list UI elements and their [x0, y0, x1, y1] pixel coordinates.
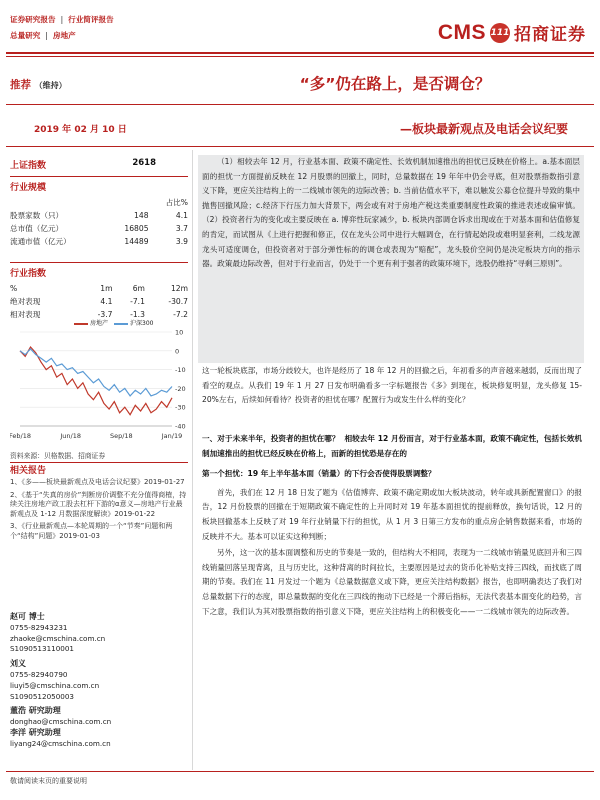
header-tag-type: 行业简评报告 — [68, 15, 114, 24]
y-tick-label: -30 — [175, 403, 186, 412]
analyst-email[interactable]: liuyi5@cmschina.com.cn — [10, 680, 100, 690]
analyst-phone: 0755-82940790 — [10, 669, 68, 679]
rating-note: （维持） — [34, 81, 67, 90]
related-list — [10, 478, 188, 545]
scale-value: 14489 — [124, 237, 149, 246]
intro-paragraph: 这一轮板块底部，市场分歧较大，也许是经历了 18 年 12 月的回撤之后，年初看多的声音越来越弱，反而出现了看空的观点。从我们 19 年 1 月 27 日发布明确看多一字标题报告《多》到现在，板块修复明显，龙头修复 15-20%左右，后续如何看待？投资者的担忧在哪？配置行为或发生什么样的变化？ — [202, 366, 582, 405]
performance-chart — [10, 318, 188, 446]
y-tick-label: -10 — [175, 366, 186, 375]
related-report-link[interactable]: 3、《行业最新观点—本轮周期的一个“节奏”问题和两个“结构”问题》2019-01-03 — [10, 522, 173, 540]
section-one — [202, 432, 582, 619]
subsection-heading: 第一个担忧：19 年上半年基本面（销量）的下行会否使得股票调整？ — [202, 469, 436, 479]
x-tick-label: Feb/18 — [10, 432, 31, 440]
industry-scale-table — [10, 196, 188, 248]
header-tag-research: 证券研究报告 — [10, 15, 56, 24]
analyst-name: 李洋 研究助理 — [10, 727, 61, 737]
y-tick-label: -20 — [175, 384, 186, 393]
index-row-label: 绝对表现 — [10, 297, 41, 306]
x-tick-label: Jan/19 — [161, 432, 183, 440]
company-logo — [438, 20, 586, 45]
index-cell: -7.2 — [173, 310, 188, 319]
analyst-block — [10, 612, 188, 750]
body-paragraph: 首先，我们在 12 月 18 日发了题为《估值博弈、政策不确定期或加大板块波动，转年或具新配置窗口》的报告，12 月份股票的回撤在于短期政策不确定性的上升同时对 19 年基本面担忧的提前释放，换句话说，12 月的板块回撤基本上反映了对 19 年行业销量下行的担忧，从 1 月 3 日第三方发布的重点房企销售数据来看，市场的反映并不大。基本可以证实这种判断； — [202, 487, 582, 541]
analyst-phone: 0755-82943231 — [10, 622, 68, 632]
index-summary — [10, 158, 188, 171]
analyst-email[interactable]: zhaoke@cmschina.com.cn — [10, 633, 106, 643]
chart-svg — [10, 318, 188, 446]
legend-item — [74, 318, 108, 327]
index-cell: -1.3 — [130, 310, 145, 319]
sidebar-divider — [10, 176, 188, 177]
intro-text — [202, 364, 582, 408]
scale-value: 16805 — [124, 224, 149, 233]
footer-disclaimer: 敬请阅读末页的重要说明 — [10, 777, 87, 785]
chart-source-note: 资料来源：贝格数据、招商证券 — [10, 452, 106, 460]
index-cell: -7.1 — [130, 297, 145, 306]
table-row — [10, 209, 188, 222]
header-tag-scope: 总量研究 — [10, 31, 41, 40]
header-divider — [6, 52, 594, 54]
analyst-license: S1090513110001 — [10, 644, 75, 654]
index-col-pct: % — [10, 284, 18, 293]
scale-pct: 3.7 — [175, 224, 188, 233]
related-heading: 相关报告 — [10, 466, 47, 476]
index-col-6m: 6m — [132, 284, 145, 293]
index-cell: -3.7 — [97, 310, 113, 319]
report-subtitle: —板块最新观点及电话会议纪要 — [399, 122, 568, 136]
analyst-email[interactable]: liyang24@cmschina.com.cn — [10, 738, 111, 748]
section-heading-tail: 相较去年 12 月份而言，对于行业基本面，政策不确定性，包括长效机制加速推出的担忧已经反映在价格上，而新的担忧恐是存在的 — [202, 434, 583, 458]
scale-value: 148 — [134, 211, 149, 220]
table-row — [10, 295, 188, 308]
legend-item — [114, 318, 153, 327]
header-tag-sector: 房地产 — [52, 31, 76, 40]
index-cell: -30.7 — [168, 297, 188, 306]
legend-swatch-re — [74, 323, 88, 325]
x-tick-label: Jun/18 — [60, 432, 81, 440]
logo-badge-icon: 111 — [490, 23, 510, 43]
summary-text — [202, 155, 580, 272]
report-title: “多”仍在路上，是否调仓？ — [299, 75, 491, 93]
body-paragraph: 另外，这一次的基本面调整和历史的节奏是一致的，但结构大不相同，表现为一二线城市销量见底回升和三四线销量回落呈现背离，且与历史比，这种背离的时间拉长，主要原因是过去的货币化补贴支持三四线，而找底了周期的节奏。我们在 11 月发过一个题为《总量数据意义或下降，更应关注结构数据》报告，也即明确表达了我们对总量数据下行的态度，即总量数据的变化在三四线的拖动下已经是一个滞后指标，无法代表基本面变化的趋势，言下之意，我们认为其对股票指数的指引意义下降，更应关注结构上的积极变化——一二线城市领先的边际改善。 — [202, 548, 582, 616]
scale-label: 流通市值（亿元） — [10, 237, 71, 246]
index-row-label: 相对表现 — [10, 310, 41, 319]
report-date: 2019 年 02 月 10 日 — [34, 125, 127, 135]
index-cell: 4.1 — [100, 297, 113, 306]
scale-label: 总市值（亿元） — [10, 224, 64, 233]
header-divider-thin — [6, 56, 594, 57]
legend-swatch-hs300 — [114, 323, 128, 325]
related-report-link[interactable]: 1、《多——板块最新观点及电话会议纪要》2019-01-27 — [10, 478, 185, 486]
subtitle-divider — [6, 146, 594, 147]
analyst-name: 董浩 研究助理 — [10, 706, 61, 716]
logo-cms-text: CMS — [437, 20, 486, 44]
scale-label: 股票家数（只） — [10, 211, 64, 220]
series-line-hs300 — [20, 349, 172, 396]
title-divider — [6, 104, 594, 105]
analyst-name: 刘义 — [10, 659, 26, 669]
legend-label: 房地产 — [90, 320, 109, 327]
y-tick-label: -40 — [175, 422, 186, 431]
chart-legend — [74, 318, 153, 327]
report-type-header: 证券研究报告 | 行业简评报告 总量研究 | 房地产 — [10, 15, 114, 40]
analyst-email[interactable]: donghao@cmschina.com.cn — [10, 717, 112, 727]
scale-pct: 4.1 — [175, 211, 188, 220]
scale-col-header: 占比% — [165, 198, 188, 207]
index-value: 2618 — [132, 158, 156, 168]
rating — [10, 77, 67, 92]
sidebar-divider — [10, 262, 188, 263]
summary-paragraph: （1）相较去年 12 月，行业基本面、政策不确定性、长效机制加速推出的担忧已反映在价格上。a.基本面层面的担忧一方面提前反映在 12 月股票的回撤上，同时，总量数据在 19 年年中仍会寻底，但对股票指数指引意义下降，更应关注结构上的一二线城市领先的边际改善；b. 当前估值水平下，难以触发公募仓位提升导致的集中抛售回撤风险；c.经济下行压力加大背景下，两会或有对于房地产税这类重要制度性政策的推进表述或偏审慎。（2）投资者行为的变化或主要反映在 a. 博弈性玩家减少，b. 板块内部调仓诉求出现或在于对基本面和估值修复的肯定，而试图从《上进行把握和修正，仅在龙头公司中进行大幅调仓，在行情起始段或难明显套利，二线龙源龙头可适度调仓，但投资者对于部分弹性标的的调仓或表现为“赔配”，龙头股价空间仍是决定板块方向的指示器。政策最边际改善，但对于行业而言，仍处于一个更有利于强者的政策环境下，选股仍维持“寻剩三原则”。 — [202, 157, 580, 269]
industry-index-table — [10, 282, 188, 321]
y-tick-label: 0 — [175, 347, 180, 356]
index-label: 上证指数 — [10, 161, 47, 171]
related-report-link[interactable]: 2、《基于“失真的房价”判断房价调整不充分值得商榷，持续关注房地产政工股去杠杆下游的α意义—房地产行业最新观点及 1-12 月数据深度解读》2019-01-22 — [10, 490, 187, 518]
industry-index-heading: 行业指数 — [10, 269, 47, 279]
industry-scale-heading: 行业规模 — [10, 183, 47, 193]
index-col-12m: 12m — [170, 284, 188, 293]
footer-divider — [6, 771, 594, 772]
x-tick-label: Sep/18 — [109, 432, 133, 440]
index-col-1m: 1m — [100, 284, 113, 293]
scale-pct: 3.9 — [175, 237, 188, 246]
table-row — [10, 222, 188, 235]
legend-label: 沪深300 — [130, 320, 154, 327]
rating-label: 推荐 — [10, 79, 31, 91]
analyst-name: 赵可 博士 — [10, 612, 45, 621]
y-tick-label: 10 — [175, 328, 184, 337]
table-row — [10, 235, 188, 248]
section-heading: 一、对于未来半年，投资者的担忧在哪？ — [202, 434, 340, 443]
logo-cn-text: 招商证券 — [514, 25, 586, 45]
column-separator — [192, 150, 193, 770]
analyst-license: S1090512050003 — [10, 691, 75, 701]
